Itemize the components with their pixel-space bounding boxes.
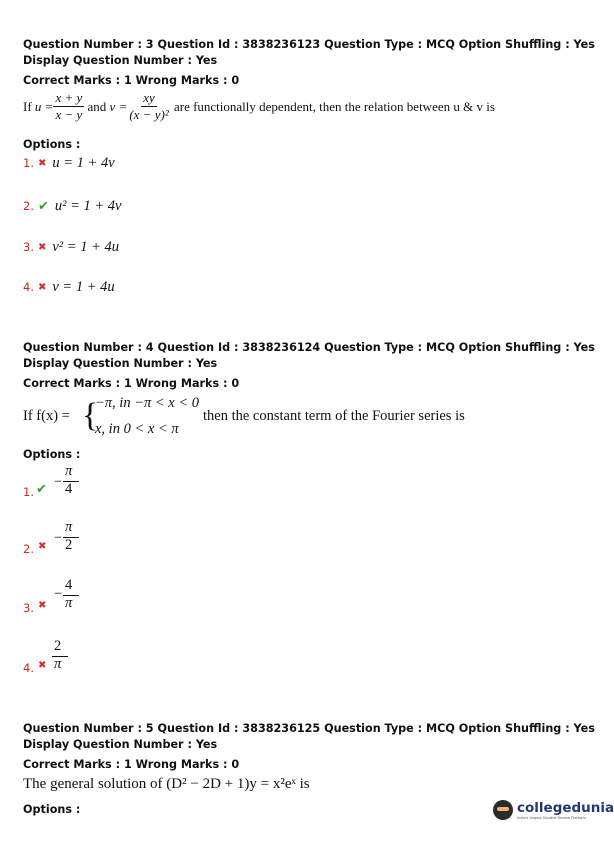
option-text: u² = 1 + 4v bbox=[54, 197, 122, 214]
q3-marks: Correct Marks : 1 Wrong Marks : 0 bbox=[23, 74, 240, 87]
frac-den: 2 bbox=[65, 537, 73, 553]
q4-option-4-fraction bbox=[51, 637, 64, 673]
q3-header-line2: Display Question Number : Yes bbox=[23, 54, 218, 67]
q4-option-3-number: 3. bbox=[23, 601, 34, 615]
check-mark-icon: ✔ bbox=[37, 198, 49, 214]
q4-option-1-number: 1. bbox=[23, 485, 34, 499]
q3-v-den: (x − y)² bbox=[129, 107, 169, 122]
cross-mark-icon: ✖ bbox=[38, 541, 47, 552]
q4-option-1-sign: − bbox=[54, 474, 63, 490]
cross-mark-icon: ✖ bbox=[37, 281, 47, 293]
option-number: 3. bbox=[23, 240, 34, 254]
option-text: u = 1 + 4v bbox=[52, 154, 115, 171]
fraction-bar bbox=[63, 481, 79, 482]
collegedunia-logo bbox=[493, 800, 614, 820]
fraction-bar bbox=[63, 595, 79, 596]
q3-u-num: x + y bbox=[55, 90, 83, 105]
q3-header-line1: Question Number : 3 Question Id : 3838236123 Question Type : MCQ Option Shuffling : Yes bbox=[23, 38, 595, 51]
frac-num: π bbox=[65, 519, 73, 535]
q4-stem-rest: then the constant term of the Fourier series is bbox=[203, 408, 465, 424]
check-mark-icon: ✔ bbox=[36, 482, 47, 497]
q3-option-1 bbox=[23, 152, 115, 174]
frac-num: π bbox=[65, 463, 73, 479]
fraction-bar bbox=[63, 537, 79, 538]
q4-option-4-number: 4. bbox=[23, 661, 34, 675]
q4-marks: Correct Marks : 1 Wrong Marks : 0 bbox=[23, 377, 240, 390]
option-number: 4. bbox=[23, 280, 34, 294]
q4-piece1: −π, in −π < x < 0 bbox=[95, 395, 200, 411]
cross-mark-icon: ✖ bbox=[37, 157, 47, 169]
cross-mark-icon: ✖ bbox=[38, 600, 47, 611]
q4-option-2-sign: − bbox=[54, 530, 63, 546]
q3-v-fraction bbox=[127, 90, 170, 123]
q3-option-4 bbox=[23, 276, 115, 298]
q4-header-line1: Question Number : 4 Question Id : 3838236124 Question Type : MCQ Option Shuffling : Yes bbox=[23, 341, 595, 354]
q4-piece2: x, in 0 < x < π bbox=[95, 421, 179, 437]
q3-v-lhs: v = bbox=[109, 98, 128, 114]
q3-stem bbox=[23, 90, 495, 123]
q4-option-2-number: 2. bbox=[23, 542, 34, 556]
q3-stem-rest: are functionally dependent, then the relation between u & v is bbox=[173, 98, 495, 114]
logo-tagline: India's largest Student Review Platform bbox=[517, 816, 586, 820]
q4-option-3-sign: − bbox=[54, 586, 63, 602]
frac-num: 2 bbox=[54, 638, 62, 654]
cross-mark-icon: ✖ bbox=[38, 660, 47, 671]
q4-header-line2: Display Question Number : Yes bbox=[23, 357, 218, 370]
q4-brace: { bbox=[82, 397, 99, 434]
q3-option-3 bbox=[23, 236, 119, 258]
q4-option-3-fraction bbox=[62, 576, 75, 612]
option-number: 2. bbox=[23, 199, 34, 213]
q3-options-label: Options : bbox=[23, 138, 81, 151]
logo-name: collegedunia bbox=[517, 800, 614, 816]
frac-num: 4 bbox=[65, 577, 73, 593]
fraction-bar bbox=[52, 656, 68, 657]
frac-den: π bbox=[54, 656, 62, 672]
frac-den: π bbox=[65, 595, 73, 611]
q4-option-2-fraction bbox=[62, 518, 75, 554]
q3-u-lhs: u = bbox=[34, 98, 54, 114]
q5-header-line1: Question Number : 5 Question Id : 3838236125 Question Type : MCQ Option Shuffling : Yes bbox=[23, 722, 595, 735]
q3-option-2 bbox=[23, 195, 122, 217]
option-number: 1. bbox=[23, 156, 34, 170]
q3-stem-if: If bbox=[23, 98, 32, 114]
cross-mark-icon: ✖ bbox=[37, 241, 47, 253]
q4-stem-if: If f(x) = bbox=[23, 408, 70, 424]
option-text: v = 1 + 4u bbox=[52, 278, 115, 295]
q5-marks: Correct Marks : 1 Wrong Marks : 0 bbox=[23, 758, 240, 771]
q3-u-fraction bbox=[53, 90, 84, 123]
option-text: v² = 1 + 4u bbox=[52, 238, 119, 255]
q4-option-1-fraction bbox=[62, 462, 75, 498]
q4-options-label: Options : bbox=[23, 448, 81, 461]
q5-stem: The general solution of (D² − 2D + 1)y = x²eˣ is bbox=[23, 776, 310, 792]
q3-u-den: x − y bbox=[55, 107, 83, 122]
q5-header-line2: Display Question Number : Yes bbox=[23, 738, 218, 751]
logo-mascot-icon bbox=[493, 800, 513, 820]
q5-options-label: Options : bbox=[23, 803, 81, 816]
q3-and: and bbox=[87, 98, 107, 114]
frac-den: 4 bbox=[65, 481, 73, 497]
q3-v-num: xy bbox=[143, 90, 155, 105]
